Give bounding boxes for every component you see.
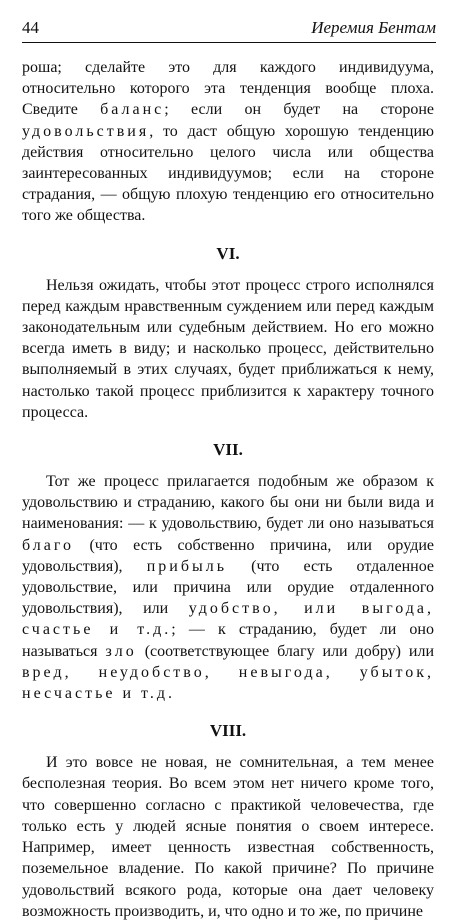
page-body (22, 57, 434, 922)
text-run: , то даст общую хорошую тенденцию действия относительно целого числа или общества заинтересованных индивидуумов; если на стороне страдания, — общую плохую тенденцию его относительно того же общества. (22, 122, 434, 225)
section-heading-vii: VII. (213, 440, 243, 460)
text-run: ; если он будет на стороне (164, 101, 434, 119)
spaced-term: удовольствия (22, 122, 150, 140)
text-run: ; — к страданию, будет ли оно называться (22, 621, 434, 660)
text-run: роша; сделайте это для каждого индивидуума, относительно которого эта тенденция вообще плоха. Сведите (22, 59, 434, 119)
page-header (22, 16, 436, 43)
section-heading-vi: VI. (216, 243, 240, 263)
spaced-term: удобство, или выгода, счастье и т.д. (22, 600, 435, 639)
section-viii-paragraph: И это вовсе не новая, не сомнительная, а тем менее бесполезная теория. Во всем этом нет ничего кроме того, что совершенно согласно с практикой человечества, где только есть у людей ясные понятия о своем интересе. Например, имеет ценность известная собственность, поземельное владение. По какой причине? По причине удовольствий всякого рода, которые она дает человеку возможность производить, и, что одно и то же, по причине (22, 754, 434, 920)
running-head: Иеремия Бентам (311, 18, 436, 37)
spaced-term: зло (105, 642, 137, 660)
text-run: (соответствующее благу или добру) или (136, 642, 434, 660)
section-vi-paragraph: Нельзя ожидать, чтобы этот процесс строго исполнялся перед каждым нравственным суждением или перед каждым законодательным или судебным действием. Но его можно всегда иметь в виду; и насколько процесс, действительно выполняемый в этих случаях, будет приближаться к нему, настолько такой процесс приблизится к характеру точного процесса. (22, 276, 434, 421)
text-run: (что есть отдаленное удовольствие, или причина или орудие отдаленного удовольствия), или (22, 557, 435, 618)
section-heading-viii: VIII. (209, 721, 247, 741)
page-number: 44 (22, 18, 39, 37)
section-vii-paragraph (22, 471, 434, 704)
continuation-paragraph (22, 57, 434, 227)
text-run: (что есть собственно причина, или орудие удовольствия), (22, 536, 434, 575)
spaced-term: вред, неудобство, невыгода, убыток, несчастье и т.д. (22, 663, 434, 703)
spaced-term: баланс (100, 101, 165, 119)
text-run: Тот же процесс прилагается подобным же образом к удовольствию и страданию, какого бы они ни были вида и наименования: — к удовольствию, будет ли оно называться (22, 473, 434, 533)
spaced-term: благо (22, 536, 74, 554)
spaced-term: прибыль (146, 557, 228, 575)
